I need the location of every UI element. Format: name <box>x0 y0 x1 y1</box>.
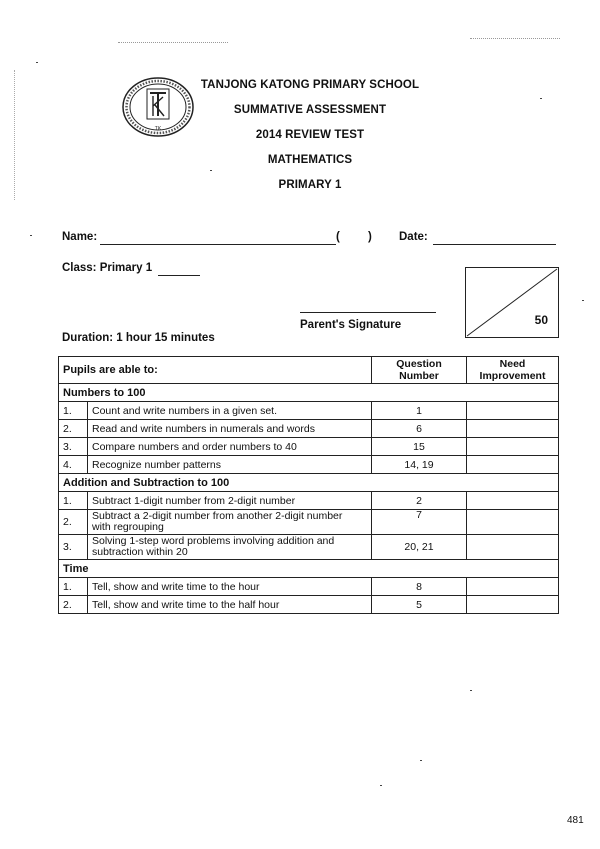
level-title: PRIMARY 1 <box>278 179 342 191</box>
speck <box>36 62 38 63</box>
parent-signature-field[interactable] <box>300 312 436 313</box>
speck <box>582 300 584 301</box>
assessment-title: SUMMATIVE ASSESSMENT <box>233 104 387 116</box>
need-improvement-cell[interactable] <box>467 578 559 596</box>
need-improvement-cell[interactable] <box>467 596 559 614</box>
parent-signature-label: Parent's Signature <box>300 319 402 331</box>
subject-title: MATHEMATICS <box>267 154 353 166</box>
duration: Duration: 1 hour 15 minutes <box>62 332 215 344</box>
speck <box>470 690 472 691</box>
table-header-row <box>59 357 559 384</box>
table-row: 1. Subtract 1-digit number from 2-digit number 2 <box>59 492 559 510</box>
need-improvement-cell[interactable] <box>467 438 559 456</box>
table-row: 1. Tell, show and write time to the hour 8 <box>59 578 559 596</box>
table-row: 2. Subtract a 2-digit number from another 2-digit number with regrouping 7 <box>59 510 559 535</box>
total-marks: 50 <box>534 313 548 327</box>
speck <box>540 98 542 99</box>
need-improvement-cell[interactable] <box>467 535 559 560</box>
speck <box>30 235 32 236</box>
table-row: 3. Compare numbers and order numbers to 40 15 <box>59 438 559 456</box>
scan-dots-top-left <box>118 42 228 43</box>
date-field[interactable] <box>433 244 556 245</box>
table-row: 2. Tell, show and write time to the half hour 5 <box>59 596 559 614</box>
speck <box>210 170 212 171</box>
class-field[interactable] <box>158 275 200 276</box>
table-row: 3. Solving 1-step word problems involving addition and subtraction within 20 20, 21 <box>59 535 559 560</box>
school-name: TANJONG KATONG PRIMARY SCHOOL <box>200 79 420 91</box>
need-improvement-cell[interactable] <box>467 402 559 420</box>
class-label: Class: Primary 1 <box>62 262 153 274</box>
svg-text:TK: TK <box>154 126 162 132</box>
need-improvement-cell[interactable] <box>467 420 559 438</box>
need-improvement-header: Need Improvement <box>467 357 559 384</box>
need-improvement-cell[interactable] <box>467 510 559 535</box>
register-paren-open: ( <box>336 231 340 243</box>
question-number-header: Question Number <box>372 357 467 384</box>
scan-dots-top-right <box>470 38 560 39</box>
section-row: Time <box>59 560 559 578</box>
skills-table <box>58 356 559 614</box>
page-number: 481 <box>567 815 584 826</box>
date-label: Date: <box>399 231 428 243</box>
register-paren-close: ) <box>368 231 372 243</box>
name-label: Name: <box>62 231 98 243</box>
speck <box>380 785 382 786</box>
section-row: Addition and Subtraction to 100 <box>59 474 559 492</box>
need-improvement-cell[interactable] <box>467 456 559 474</box>
marks-box <box>465 267 559 338</box>
table-row: 4. Recognize number patterns 14, 19 <box>59 456 559 474</box>
pupils-header: Pupils are able to: <box>59 357 372 384</box>
table-row: 1. Count and write numbers in a given set. 1 <box>59 402 559 420</box>
test-title: 2014 REVIEW TEST <box>255 129 365 141</box>
table-row: 2. Read and write numbers in numerals and words 6 <box>59 420 559 438</box>
name-field[interactable] <box>100 244 336 245</box>
need-improvement-cell[interactable] <box>467 492 559 510</box>
section-row: Numbers to 100 <box>59 384 559 402</box>
speck <box>420 760 422 761</box>
